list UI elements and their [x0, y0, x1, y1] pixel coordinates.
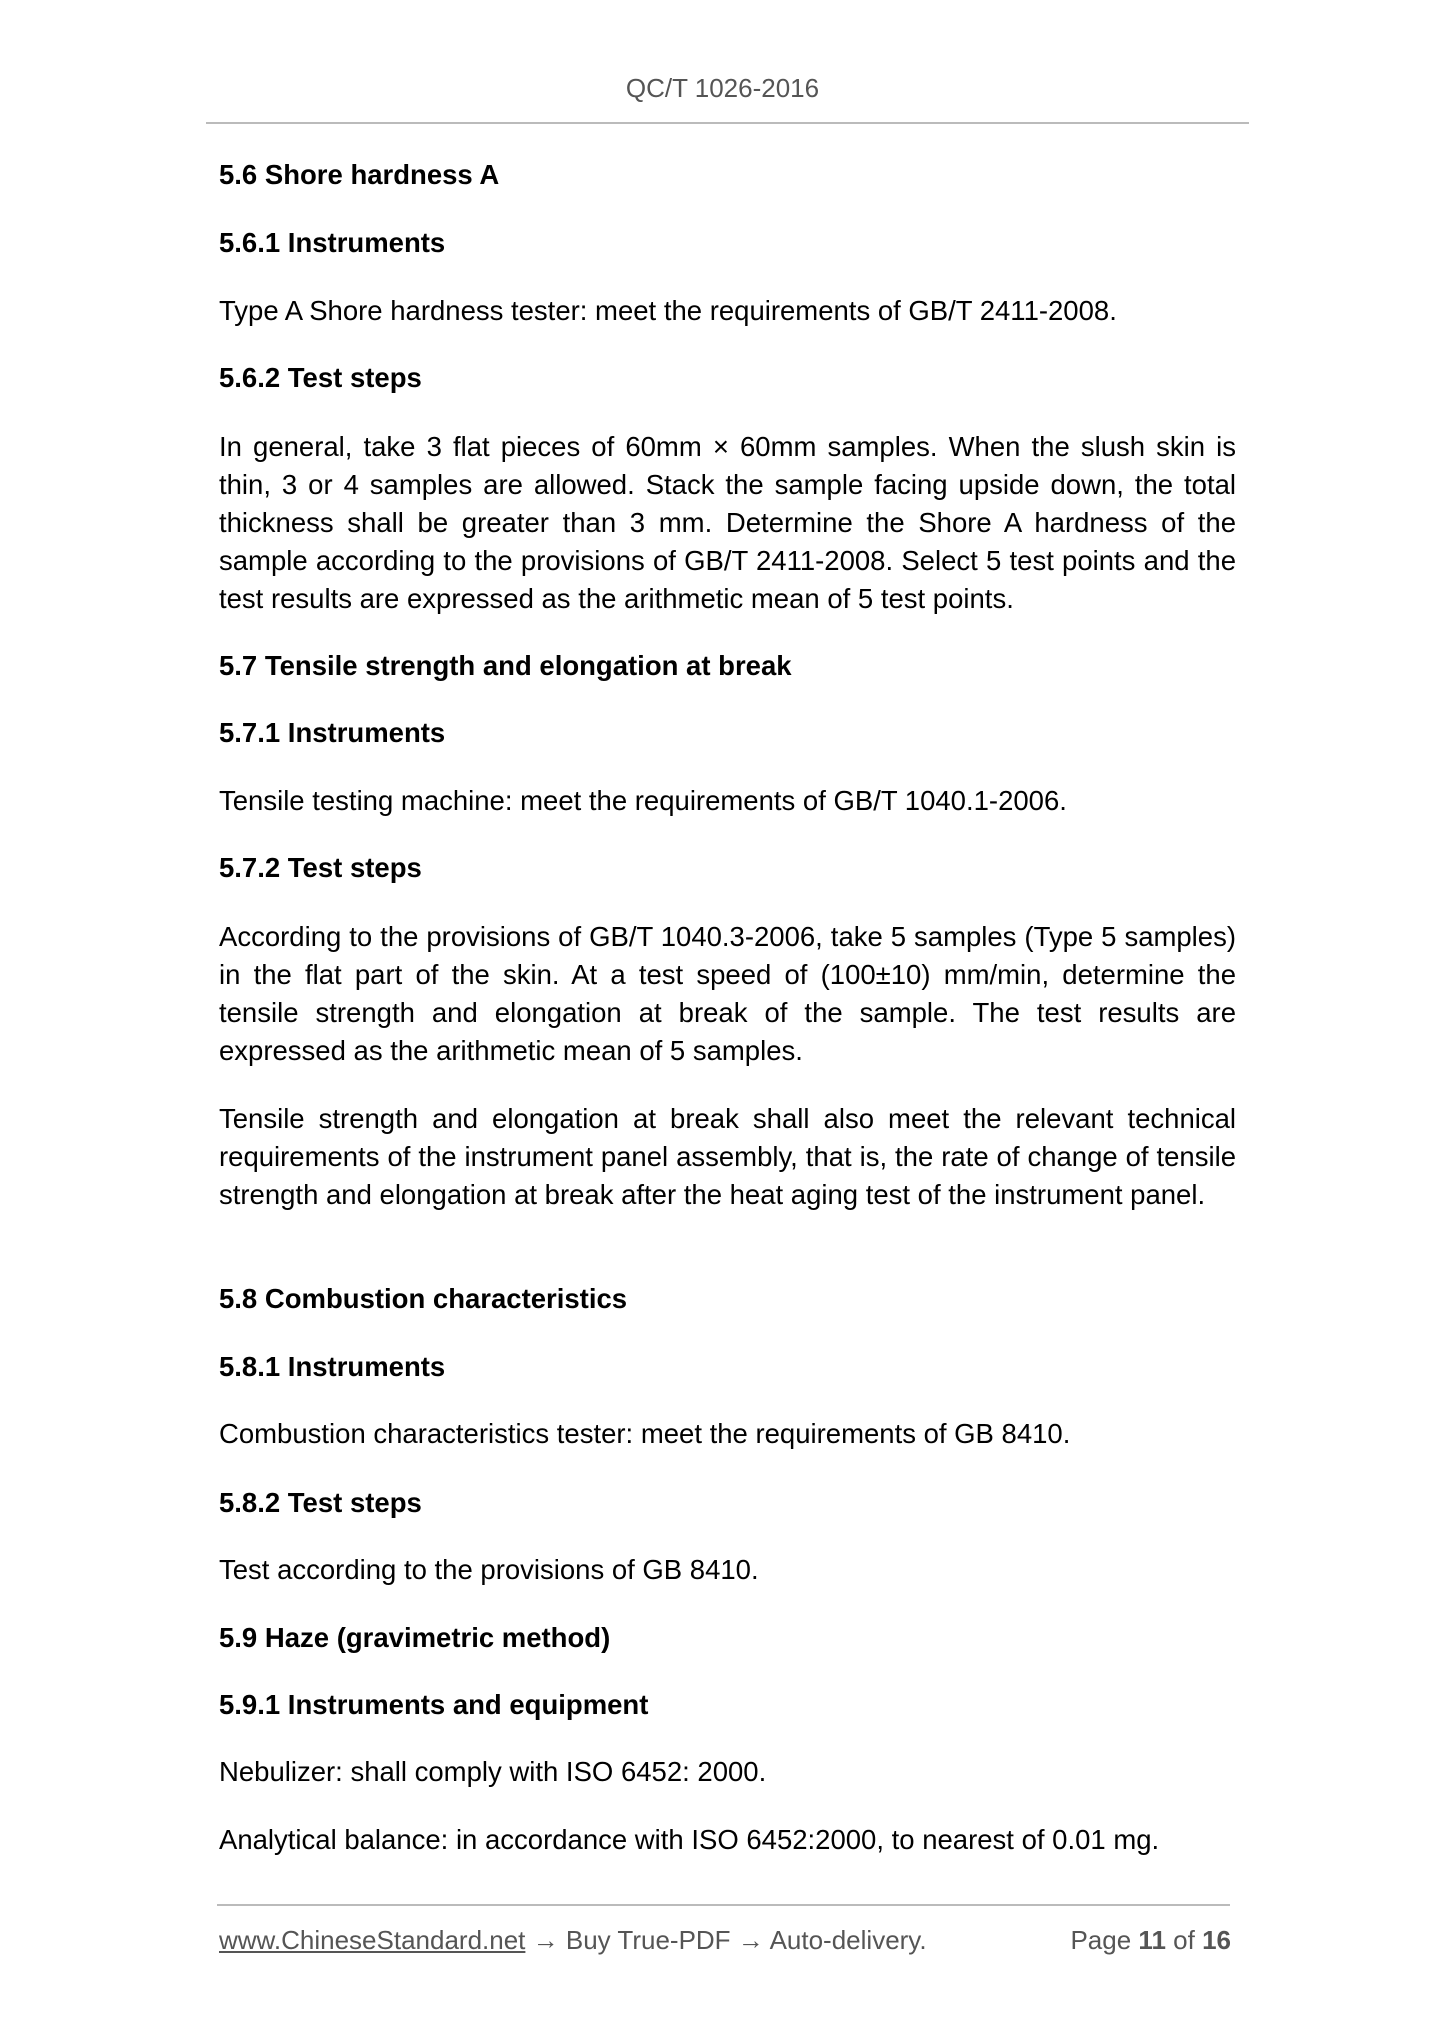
- section-heading: 5.7.2 Test steps: [219, 852, 422, 883]
- header-divider: [206, 122, 1249, 124]
- section-heading: 5.6.1 Instruments: [219, 227, 446, 258]
- section-heading: 5.6.2 Test steps: [219, 362, 422, 393]
- footer-divider: [217, 1904, 1230, 1906]
- section-heading: 5.8.2 Test steps: [219, 1487, 422, 1518]
- of-label: of: [1173, 1925, 1195, 1955]
- paragraph: In general, take 3 flat pieces of 60mm × 60mm samples. When the slush skin is thin, 3 or 4 samples are allowed. Stack the sample facing upside down, the total thickness shall be greater than 3 mm. Determine the Shore A hardness of the sample according to the provisions of GB/T 2411-2008. Select 5 test points and the test results are expressed as the arithmetic mean of 5 test points.: [219, 431, 1236, 614]
- page-number: [1070, 1922, 1231, 1958]
- section-heading: 5.9.1 Instruments and equipment: [219, 1689, 649, 1720]
- total-pages: 16: [1202, 1925, 1231, 1955]
- paragraph: Combustion characteristics tester: meet the requirements of GB 8410.: [219, 1418, 1071, 1449]
- page-footer: [219, 1922, 1231, 1958]
- website-link[interactable]: www.ChineseStandard.net: [219, 1925, 526, 1955]
- paragraph: Test according to the provisions of GB 8410.: [219, 1554, 759, 1585]
- footer-promo-text: → Buy True-PDF → Auto-delivery.: [525, 1925, 927, 1955]
- section-heading: 5.6 Shore hardness A: [219, 159, 500, 190]
- page-label: Page: [1070, 1925, 1132, 1955]
- paragraph: According to the provisions of GB/T 1040.3-2006, take 5 samples (Type 5 samples) in the flat part of the skin. At a test speed of (100±10) mm/min, determine the tensile strength and elongation at break of the sample. The test results are expressed as the arithmetic mean of 5 samples.: [219, 921, 1236, 1066]
- section-heading: 5.9 Haze (gravimetric method): [219, 1622, 611, 1653]
- document-header-id: QC/T 1026-2016: [625, 73, 820, 103]
- section-heading: 5.8.1 Instruments: [219, 1351, 446, 1382]
- paragraph: Type A Shore hardness tester: meet the requirements of GB/T 2411-2008.: [219, 295, 1117, 326]
- section-heading: 5.7 Tensile strength and elongation at break: [219, 650, 792, 681]
- section-heading: 5.8 Combustion characteristics: [219, 1283, 628, 1314]
- current-page: 11: [1138, 1925, 1166, 1955]
- paragraph: Tensile testing machine: meet the requirements of GB/T 1040.1-2006.: [219, 785, 1067, 816]
- paragraph: Tensile strength and elongation at break shall also meet the relevant technical requirements of the instrument panel assembly, that is, the rate of change of tensile strength and elongation at break after the heat aging test of the instrument panel.: [219, 1103, 1236, 1210]
- paragraph: Analytical balance: in accordance with ISO 6452:2000, to nearest of 0.01 mg.: [219, 1824, 1160, 1855]
- section-heading: 5.7.1 Instruments: [219, 717, 446, 748]
- paragraph: Nebulizer: shall comply with ISO 6452: 2000.: [219, 1756, 767, 1787]
